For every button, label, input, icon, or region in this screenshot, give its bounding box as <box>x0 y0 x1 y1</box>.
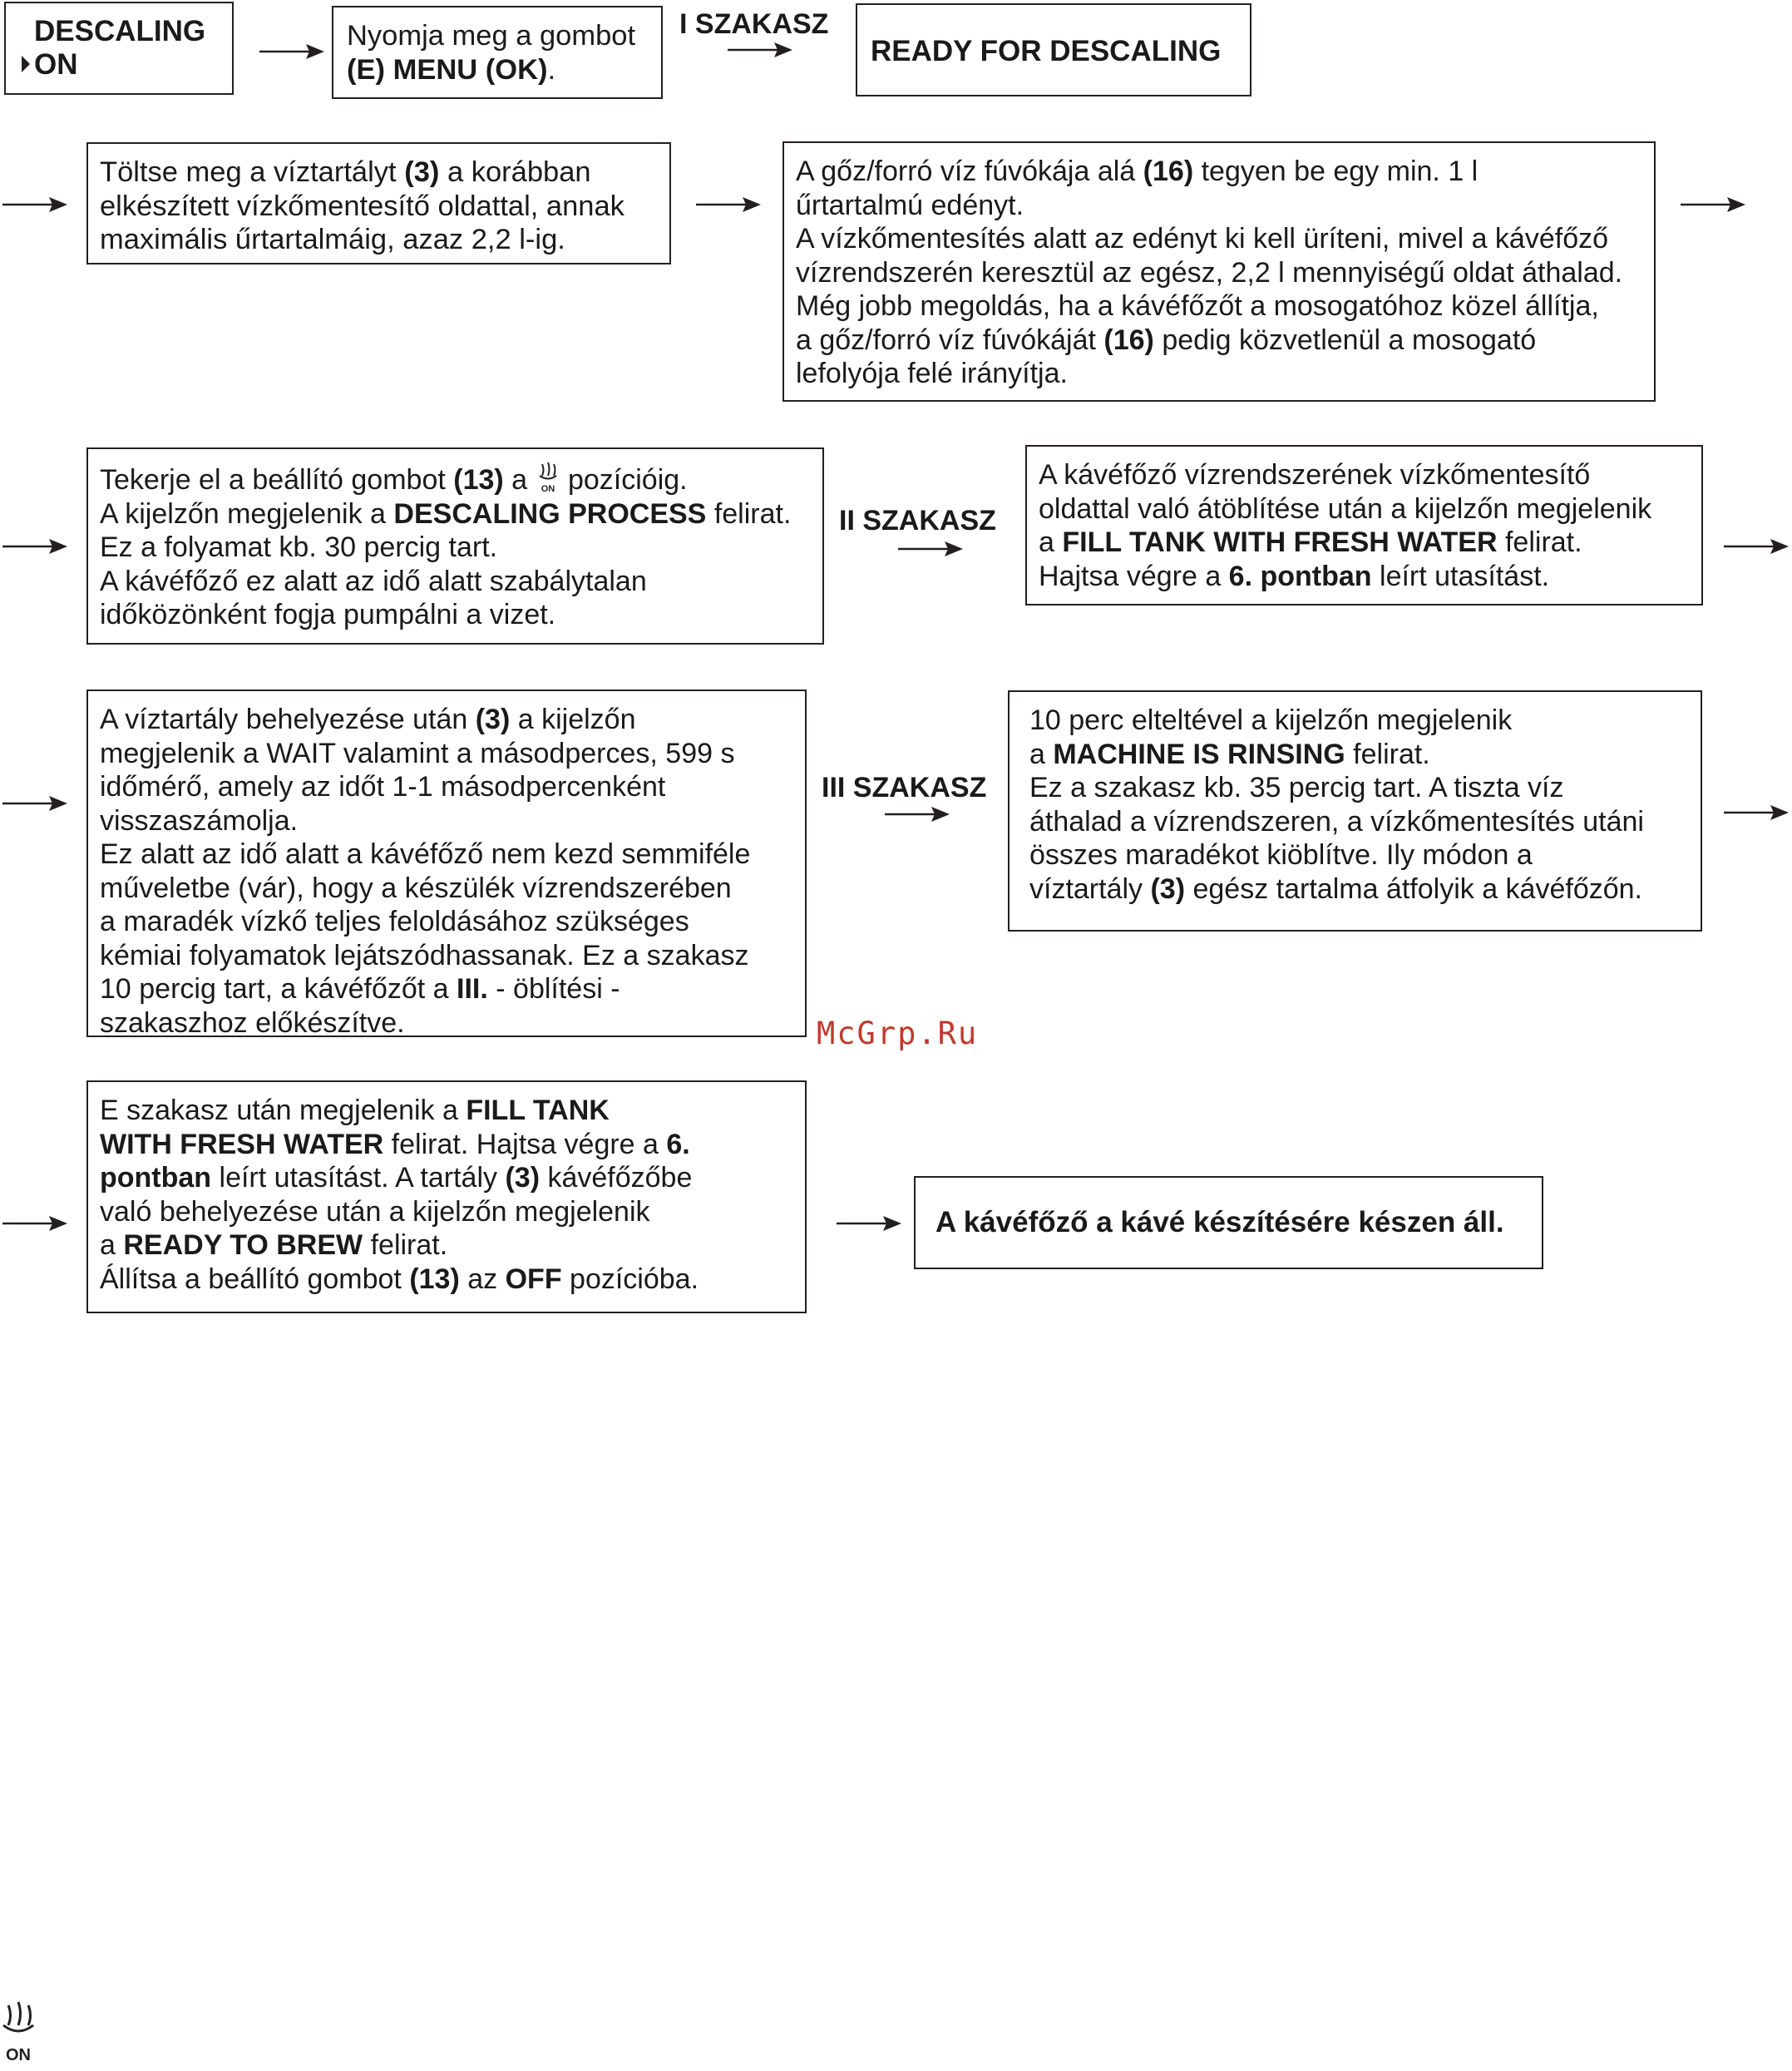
fill-tank-box <box>86 142 671 264</box>
cont-line-4: vízrendszerén keresztül az egész, 2,2 l mennyiségű oldat áthalad. <box>796 256 1623 289</box>
cont-line-3: A vízkőmentesítés alatt az edényt ki kell üríteni, mivel a kávéfőző <box>796 223 1609 255</box>
ready-to-brew-text: READY TO BREW <box>123 1229 363 1261</box>
on-icon-label: ON <box>541 484 555 494</box>
wait-box <box>86 690 807 1037</box>
t: a gőz/forró víz fúvókáját <box>796 324 1104 356</box>
descaling-label: DESCALING <box>34 15 206 47</box>
off-text: OFF <box>505 1263 562 1295</box>
point-6-text: 6. pontban <box>1228 560 1372 592</box>
rinse-line-5: összes maradékot kiöblítve. Ily módon a <box>1029 839 1533 871</box>
arrow-right-icon <box>898 539 963 559</box>
arrow-right-icon <box>728 40 792 60</box>
on-icon-label: ON <box>6 2046 31 2064</box>
on-label: ON <box>34 48 78 81</box>
wait-line-9 <box>100 972 793 1006</box>
rinse-line-3: Ez a szakasz kb. 35 percig tart. A tiszta víz <box>1029 772 1564 803</box>
final-line-1 <box>100 1094 793 1128</box>
cont-line-7: lefolyója felé irányítja. <box>796 358 1068 389</box>
phase-3-ref: III. <box>457 973 488 1005</box>
pontban-text: pontban <box>100 1162 212 1194</box>
arrow-right-icon <box>1681 195 1745 215</box>
knob-line-4: A kávéfőző ez alatt az idő alatt szabálytalan <box>100 565 647 597</box>
wait-line-6: műveletbe (vár), hogy a készülék vízrendszerében <box>100 872 732 904</box>
final-line-2 <box>100 1128 793 1162</box>
on-line <box>34 48 232 82</box>
fresh-water-text: WITH FRESH WATER <box>100 1128 384 1160</box>
ref-13: (13) <box>453 464 504 496</box>
t: 10 percig tart, a kávéfőzőt a <box>100 973 457 1005</box>
ready-for-descaling-text: READY FOR DESCALING <box>871 35 1222 67</box>
arrow-right-icon <box>696 195 761 215</box>
arrow-right-icon <box>259 42 324 62</box>
t: felirat. <box>706 497 792 530</box>
cont-line-1 <box>796 155 1642 189</box>
t: Tekerje el a beállító gombot <box>100 464 454 496</box>
arrow-right-icon <box>2 1213 67 1233</box>
t: a <box>1039 526 1063 558</box>
descaling-process-text: DESCALING PROCESS <box>393 497 707 530</box>
final-step-box <box>86 1080 807 1313</box>
ref-16: (16) <box>1103 324 1154 356</box>
final-line-6 <box>100 1263 793 1297</box>
t: Töltse meg a víztartályt <box>100 156 405 188</box>
wait-line-3: időmérő, amely az időt 1-1 másodpercenként <box>100 771 666 803</box>
final-line-5 <box>100 1228 793 1263</box>
t: pozícióba. <box>561 1263 699 1295</box>
t: felirat. <box>1345 738 1430 770</box>
fill-tank-text: FILL TANK <box>466 1095 610 1126</box>
press-menu-box <box>332 6 663 99</box>
arrow-right-icon <box>885 804 950 824</box>
rinse-box <box>1008 690 1702 932</box>
steam-on-icon <box>0 2000 40 2071</box>
knob-line-5: időközönként fogja pumpálni a vizet. <box>100 599 556 630</box>
triangle-pointer-icon <box>22 56 30 72</box>
menu-ok-line <box>347 53 661 87</box>
final-line-3 <box>100 1161 793 1195</box>
ref-3: (3) <box>1150 872 1186 905</box>
ready-for-descaling-box <box>856 3 1251 96</box>
p2-line-3 <box>1039 526 1690 560</box>
ref-3: (3) <box>404 156 440 188</box>
p2-line-4 <box>1039 560 1690 594</box>
t: A kijelzőn megjelenik a <box>100 497 394 530</box>
t: egész tartalma átfolyik a kávéfőzőn. <box>1185 872 1642 905</box>
wait-line-8: kémiai folyamatok lejátszódhassanak. Ez a szakasz <box>100 939 749 971</box>
t: felirat. <box>1497 526 1582 558</box>
wait-line-10: szakaszhoz előkészítve. <box>100 1006 405 1039</box>
t: leírt utasítást. <box>1371 560 1550 592</box>
t: kávéfőzőbe <box>540 1162 693 1194</box>
ref-16: (16) <box>1143 156 1194 187</box>
t: a <box>1029 738 1054 770</box>
knob-box <box>86 447 824 645</box>
t: leírt utasítást. A tartály <box>211 1162 506 1194</box>
ready-final-text: A kávéfőző a kávé készítésére készen áll. <box>935 1206 1504 1238</box>
t: a <box>503 464 536 496</box>
fill-line-3: maximális űrtartalmáig, azaz 2,2 l-ig. <box>100 224 565 255</box>
p2-line-2: oldattal való átöblítése után a kijelzőn megjelenik <box>1039 492 1652 525</box>
t: az <box>459 1263 506 1295</box>
point-6-text: 6. <box>666 1128 690 1160</box>
press-text: Nyomja meg a gombot <box>347 20 636 52</box>
t: a kijelzőn <box>510 704 636 735</box>
wait-line-7: a maradék vízkő teljes feloldásához szükséges <box>100 906 689 937</box>
t: a <box>100 1229 124 1261</box>
wait-line-4: visszaszámolja. <box>100 804 299 837</box>
machine-rinsing-text: MACHINE IS RINSING <box>1053 738 1345 770</box>
phase-3-label: III SZAKASZ <box>822 772 987 803</box>
arrow-right-icon <box>2 195 67 215</box>
phase-2-label: II SZAKASZ <box>839 505 996 536</box>
wait-line-2: megjelenik a WAIT valamint a másodperces, 599 s <box>100 737 735 769</box>
menu-ok-end: . <box>547 53 556 86</box>
t: felirat. <box>363 1229 448 1261</box>
container-box <box>782 141 1656 402</box>
knob-line-1 <box>100 461 811 497</box>
cont-line-5: Még jobb megoldás, ha a kávéfőzőt a mosogatóhoz közel állítja, <box>796 290 1599 322</box>
rinse-line-4: áthalad a vízrendszeren, a vízkőmentesítés utáni <box>1029 805 1644 838</box>
rinse-line-1: 10 perc elteltével a kijelzőn megjelenik <box>1029 704 1513 736</box>
t: víztartály <box>1029 872 1151 905</box>
arrow-right-icon <box>1724 536 1789 556</box>
knob-line-2 <box>100 497 811 531</box>
t: Állítsa a beállító gombot <box>100 1263 410 1295</box>
fill-line-1 <box>100 156 658 190</box>
arrow-right-icon <box>2 793 67 813</box>
phase-1-label: I SZAKASZ <box>679 8 829 40</box>
t: A víztartály behelyezése után <box>100 704 476 735</box>
t: E szakasz után megjelenik a <box>100 1095 467 1126</box>
phase-2-box <box>1025 445 1703 605</box>
ref-3: (3) <box>505 1162 541 1194</box>
steam-on-icon <box>536 461 560 494</box>
menu-ok-key: (E) MENU (OK) <box>347 53 548 86</box>
ready-final-box <box>914 1176 1543 1269</box>
final-line-4: való behelyezése után a kijelzőn megjelenik <box>100 1195 650 1228</box>
t: pedig közvetlenül a mosogató <box>1153 324 1537 356</box>
rinse-line-2 <box>1029 738 1689 772</box>
cont-line-2: űrtartalmú edényt. <box>796 189 1024 221</box>
t: pozícióig. <box>560 464 688 496</box>
t: - öblítési - <box>487 973 620 1005</box>
t: tegyen be egy min. 1 l <box>1193 156 1479 187</box>
watermark: McGrp.Ru <box>817 1016 979 1051</box>
knob-line-3: Ez a folyamat kb. 30 percig tart. <box>100 531 498 563</box>
arrow-right-icon <box>1724 803 1789 823</box>
t: Hajtsa végre a <box>1039 560 1229 592</box>
ref-13: (13) <box>409 1263 460 1295</box>
wait-line-5: Ez alatt az idő alatt a kávéfőző nem kezd semmiféle <box>100 838 751 870</box>
arrow-right-icon <box>2 536 67 556</box>
arrow-right-icon <box>837 1213 901 1233</box>
fill-line-2: elkészített vízkőmentesítő oldattal, annak <box>100 190 624 222</box>
descaling-on-box <box>4 2 234 95</box>
p2-line-1: A kávéfőző vízrendszerének vízkőmentesítő <box>1039 459 1591 491</box>
t: A gőz/forró víz fúvókája alá <box>796 156 1143 187</box>
t: felirat. Hajtsa végre a <box>383 1128 667 1160</box>
cont-line-6 <box>796 324 1642 358</box>
t: a korábban <box>439 156 591 188</box>
wait-line-1 <box>100 703 793 737</box>
ref-3: (3) <box>475 704 511 735</box>
fill-tank-text: FILL TANK WITH FRESH WATER <box>1062 526 1498 558</box>
rinse-line-6 <box>1029 872 1689 907</box>
